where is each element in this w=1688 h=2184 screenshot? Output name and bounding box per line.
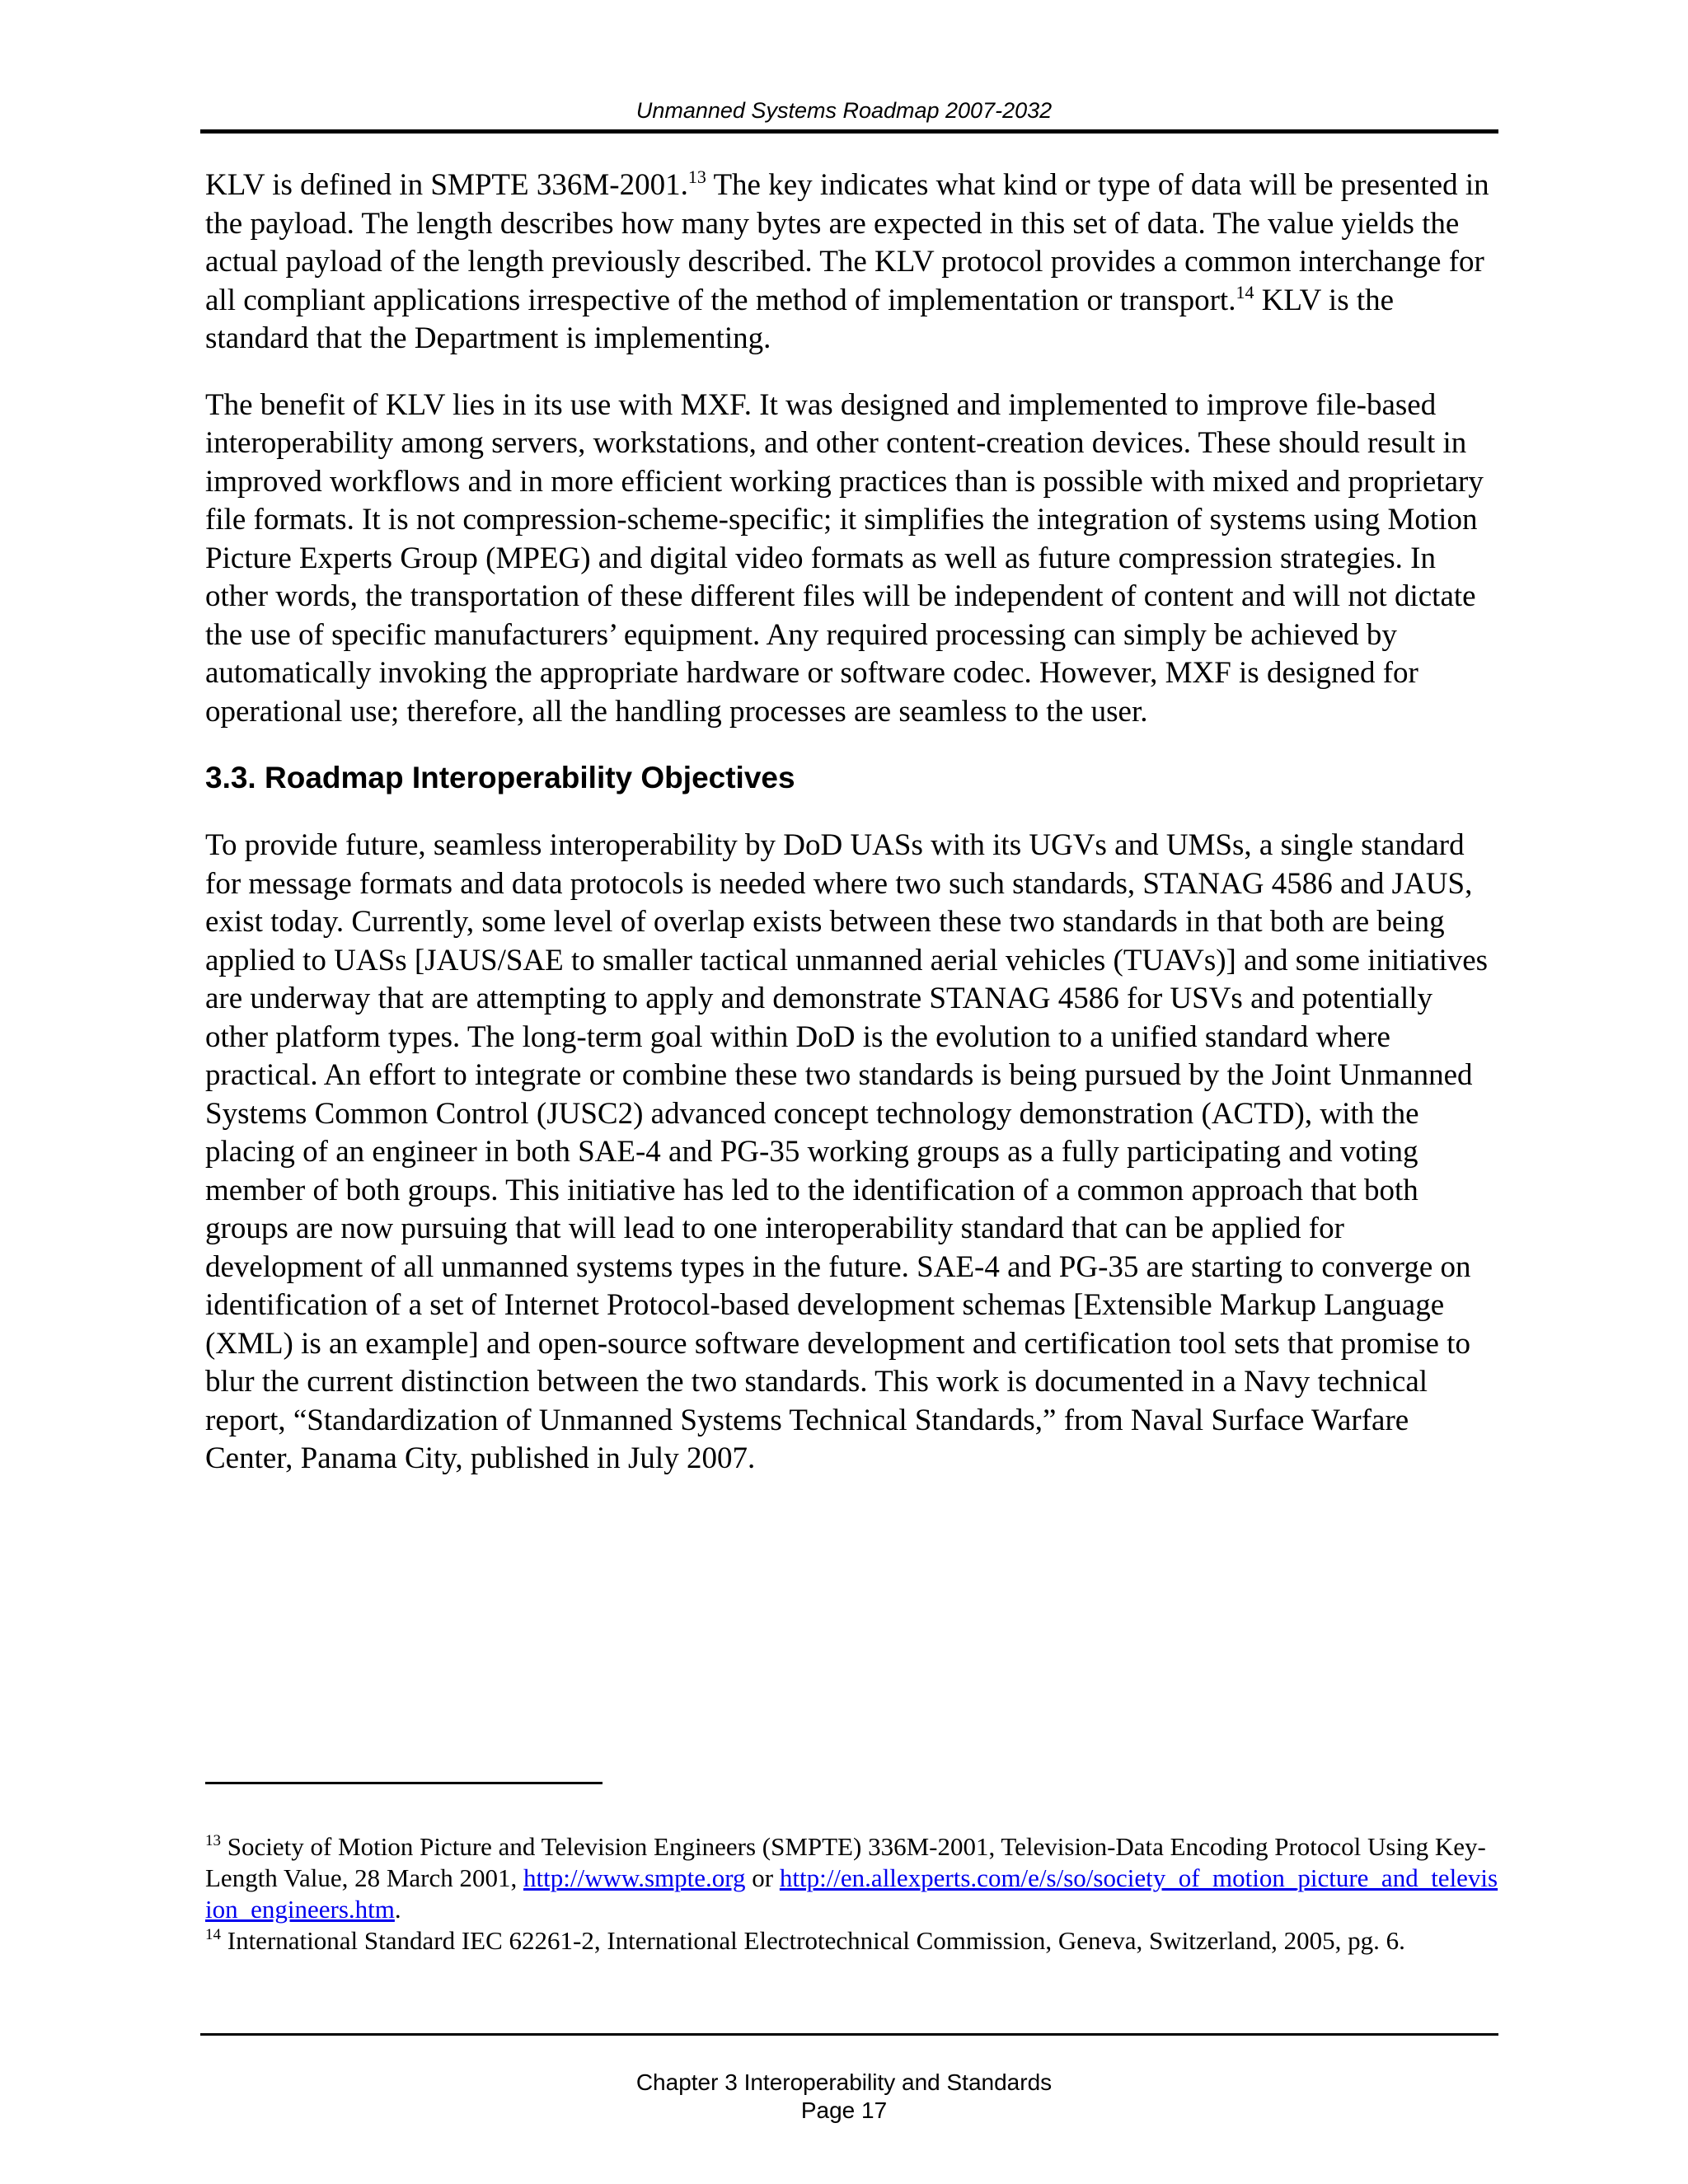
paragraph-klv-definition [205, 166, 1498, 359]
page-footer [0, 2069, 1688, 2125]
footnote-number: 14 [205, 1926, 221, 1943]
footnote-ref-13[interactable]: 13 [687, 166, 706, 187]
footnote-ref-14[interactable]: 14 [1236, 281, 1254, 302]
paragraph-text: KLV is defined in SMPTE 336M-2001. [205, 168, 688, 202]
footnote-end: . [394, 1895, 401, 1924]
section-heading: 3.3. Roadmap Interoperability Objectives [205, 761, 795, 794]
footnote-separator [205, 1782, 603, 1784]
page-number: Page 17 [800, 2097, 888, 2123]
footer-rule [200, 2033, 1498, 2036]
header-rule [200, 129, 1498, 134]
running-header: Unmanned Systems Roadmap 2007-2032 [635, 98, 1053, 123]
paragraph-interoperability-objectives: To provide future, seamless interoperability by DoD UASs with its UGVs and UMSs, a single standard for message formats and data protocols is needed where two such standards, STANAG 4586 and JAUS, exist today. Currently, some level of overlap exists between these two standards in that both are being applied to UASs [JAUS/SAE to smaller tactical unmanned aerial vehicles (TUAVs)] and some initiatives are underway that are attempting to apply and demonstrate STANAG 4586 for USVs and potentially other platform types. The long-term goal within DoD is the evolution to a unified standard where practical. An effort to integrate or combine these two standards is being pursued by the Joint Unmanned Systems Common Control (JUSC2) advanced concept technology demonstration (ACTD), with the placing of an engineer in both SAE-4 and PG-35 working groups as a fully participating and voting member of both groups. This initiative has led to the identification of a common approach that both groups are now pursuing that will lead to one interoperability standard that can be applied for development of all unmanned systems types in the future. SAE-4 and PG-35 are starting to converge on identification of a set of Internet Protocol-based development schemas [Extensible Markup Language (XML) is an example] and open-source software development and certification tool sets that promise to blur the current distinction between the two standards. This work is documented in a Navy technical report, “Standardization of Unmanned Systems Technical Standards,” from Naval Surface Warfare Center, Panama City, published in July 2007. [205, 828, 1489, 1475]
paragraph-text: The key indicates what kind or type of data will be presented in the payload. The length describes how many bytes are expected in this set of data. The value yields the actual payload of the length previously described. The KLV protocol provides a common interchange for all compliant applications irrespective of the method of implementation or transport. [205, 168, 1489, 317]
smpte-link[interactable]: http://www.smpte.org [523, 1863, 746, 1892]
footnote-text: Society of Motion Picture and Television Engineers (SMPTE) 336M-2001, Television-Data Encoding Protocol Using Key-Length Value, 28 March 2001, [205, 1832, 1486, 1892]
footnotes [205, 1831, 1498, 1957]
paragraph-klv-benefit: The benefit of KLV lies in its use with MXF. It was designed and implemented to improve file-based interoperability among servers, workstations, and other content-creation devices. These should result in improved workflows and in more efficient working practices than is possible with mixed and proprietary file formats. It is not compression-scheme-specific; it simplifies the integration of systems using Motion Picture Experts Group (MPEG) and digital video formats as well as future compression strategies. In other words, the transportation of these different files will be independent of content and will not dictate the use of specific manufacturers’ equipment. Any required processing can simply be achieved by automatically invoking the appropriate hardware or software codec. However, MXF is designed for operational use; therefore, all the handling processes are seamless to the user. [205, 387, 1484, 729]
allexperts-link[interactable]: http://en.allexperts.com/e/s/so/society_of_motion_picture_and_television_engineers.htm [205, 1863, 1498, 1924]
main-content [205, 166, 1498, 1507]
footer-chapter: Chapter 3 Interoperability and Standards [635, 2069, 1053, 2095]
paragraph-text: KLV is the standard that the Department is implementing. [205, 283, 1395, 355]
footnote-separator-text: or [745, 1863, 780, 1892]
footnote-text: International Standard IEC 62261-2, International Electrotechnical Commission, Geneva, Switzerland, 2005, pg. 6. [221, 1926, 1405, 1955]
footnote-13 [205, 1831, 1498, 1925]
footnote-number: 13 [205, 1832, 221, 1849]
footnote-14 [205, 1925, 1498, 1957]
